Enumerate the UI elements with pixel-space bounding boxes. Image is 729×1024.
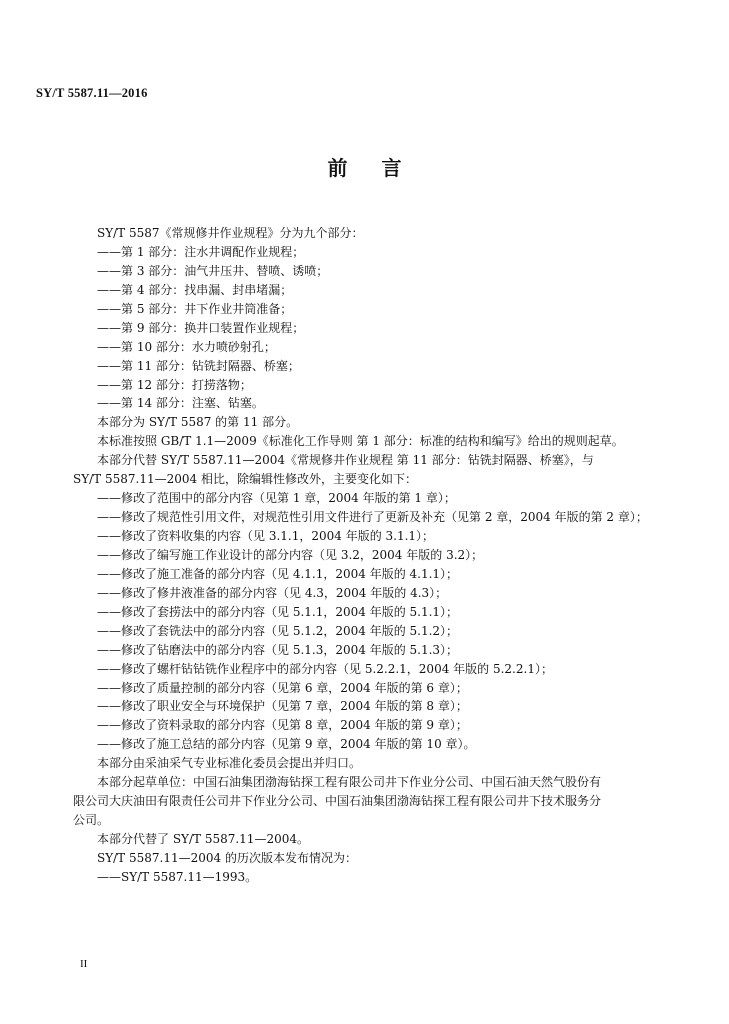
list-item: ——修改了螺杆钻钻铣作业程序中的部分内容（见 5.2.2.1，2004 年版的 5.2.2.1）； [97, 661, 553, 676]
list-item: ——第 4 部分：找串漏、封串堵漏； [97, 282, 293, 297]
paragraph-line: 本部分代替 SY/T 5587.11—2004《常规修井作业规程 第 11 部分：钻铣封隔器、桥塞》，与 [97, 453, 594, 468]
list-item: ——修改了套捞法中的部分内容（见 5.1.1，2004 年版的 5.1.1）； [97, 604, 459, 619]
list-item: ——SY/T 5587.11—1993。 [97, 869, 258, 884]
paragraph-line: 限公司大庆油田有限责任公司井下作业分公司、中国石油集团渤海钻探工程有限公司井下技术服务分 [73, 794, 602, 809]
page-title: 前言 [327, 156, 436, 180]
paragraph-line: 公司。 [73, 813, 110, 828]
list-item: ——修改了钻磨法中的部分内容（见 5.1.3，2004 年版的 5.1.3）； [97, 642, 459, 657]
paragraph-line: SY/T 5587.11—2004 相比，除编辑性修改外，主要变化如下： [73, 472, 417, 487]
list-item: ——修改了资料收集的内容（见 3.1.1，2004 年版的 3.1.1）； [97, 529, 435, 543]
list-item: ——第 10 部分：水力喷砂射孔； [97, 339, 276, 354]
list-item: ——第 11 部分：钻铣封隔器、桥塞； [97, 358, 300, 373]
list-item: ——修改了套铣法中的部分内容（见 5.1.2，2004 年版的 5.1.2）； [97, 623, 459, 638]
list-item: ——第 1 部分：注水井调配作业规程； [97, 244, 305, 259]
list-item: ——第 5 部分：井下作业井筒准备； [97, 301, 293, 316]
page-number: II [80, 958, 88, 970]
list-item: ——第 9 部分：换井口装置作业规程； [97, 320, 305, 335]
paragraph-line: SY/T 5587《常规修井作业规程》分为九个部分： [97, 226, 364, 240]
list-item: ——修改了编写施工作业设计的部分内容（见 3.2，2004 年版的 3.2）； [97, 547, 484, 562]
list-item: ——修改了施工总结的部分内容（见第 9 章，2004 年版的第 10 章）。 [97, 737, 476, 752]
paragraph-line: 本部分为 SY/T 5587 的第 11 部分。 [97, 415, 299, 430]
list-item: ——第 12 部分：打捞落物； [97, 377, 252, 392]
paragraph-line: 本部分起草单位：中国石油集团渤海钻探工程有限公司井下作业分公司、中国石油天然气股份有 [97, 775, 602, 790]
list-item: ——第 3 部分：油气井压井、替喷、诱喷； [97, 263, 329, 278]
paragraph-line: SY/T 5587.11—2004 的历次版本发布情况为： [97, 850, 357, 865]
list-item: ——修改了职业安全与环境保护（见第 7 章，2004 年版的第 8 章）； [97, 699, 468, 714]
list-item: ——修改了规范性引用文件，对规范性引用文件进行了更新及补充（见第 2 章，2004 年版的第 2 章）； [97, 510, 648, 525]
standard-number: SY/T 5587.11—2016 [36, 86, 148, 100]
paragraph-line: 本部分代替了 SY/T 5587.11—2004。 [97, 832, 309, 846]
paragraph-line: 本标准按照 GB/T 1.1—2009《标准化工作导则 第 1 部分：标准的结构和编写》给出的规则起草。 [97, 434, 624, 449]
list-item: ——修改了修井液准备的部分内容（见 4.3，2004 年版的 4.3）； [97, 585, 448, 600]
paragraph-line: 本部分由采油采气专业标准化委员会提出并归口。 [97, 756, 362, 771]
list-item: ——修改了资料录取的部分内容（见第 8 章，2004 年版的第 9 章）； [97, 718, 468, 733]
list-item: ——修改了范围中的部分内容（见第 1 章，2004 年版的第 1 章）； [97, 491, 456, 506]
list-item: ——第 14 部分：注塞、钻塞。 [97, 396, 264, 411]
list-item: ——修改了质量控制的部分内容（见第 6 章，2004 年版的第 6 章）； [97, 680, 468, 695]
list-item: ——修改了施工准备的部分内容（见 4.1.1，2004 年版的 4.1.1）； [97, 566, 459, 581]
foreword-body [73, 224, 673, 887]
